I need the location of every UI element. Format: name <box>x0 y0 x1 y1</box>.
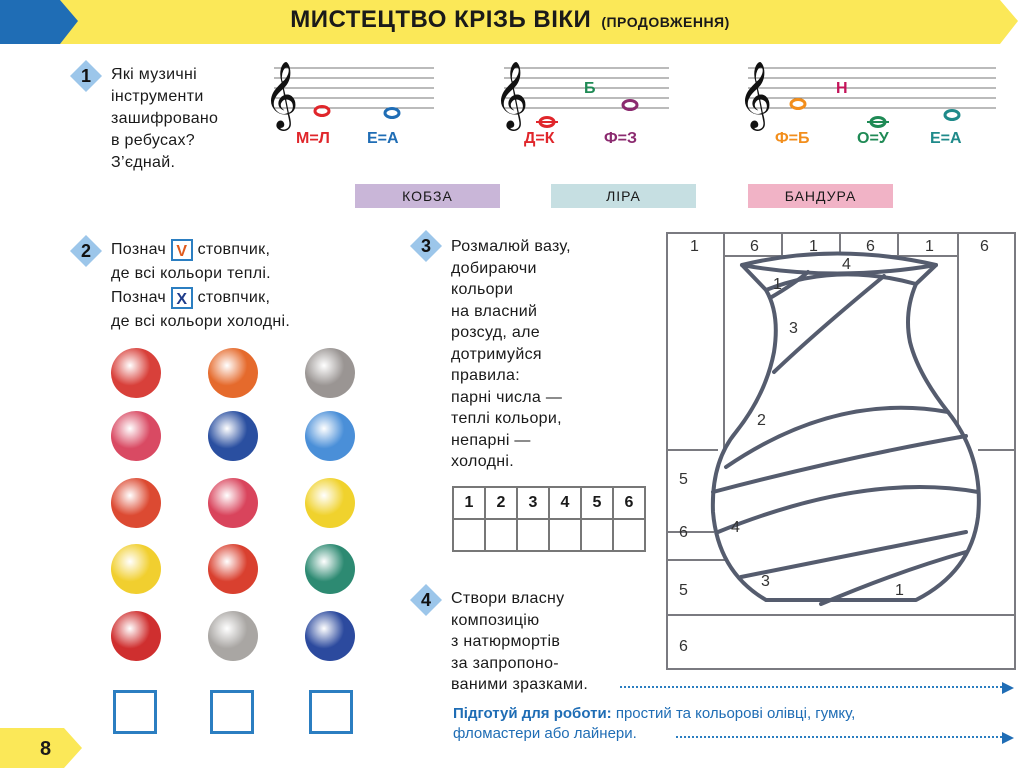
key-cell: 1 <box>453 487 485 519</box>
color-ball <box>111 411 161 461</box>
key-cell: 6 <box>613 487 645 519</box>
rebus-3-label-1: Ф=Б <box>775 130 810 147</box>
rebus-3-label-2: О=У <box>857 130 889 147</box>
task-4-text: Створи власну композицію з натюрмортів за запропоно- ваними зразками. <box>451 590 589 693</box>
key-cell: 3 <box>517 487 549 519</box>
note-icon <box>385 109 399 118</box>
color-ball <box>111 478 161 528</box>
arrow-right-icon <box>1002 682 1014 694</box>
key-color-cell[interactable] <box>485 519 517 551</box>
key-cell: 5 <box>581 487 613 519</box>
color-ball <box>208 544 258 594</box>
key-color-cell[interactable] <box>517 519 549 551</box>
page-number: 8 <box>40 738 52 760</box>
vase-coloring-drawing[interactable] <box>666 232 1018 672</box>
task-3-text: Розмалюй вазу, добираючи кольори на власний розсуд, але дотримуйся правила: парні числа — теплі кольори, непарні — холодні. <box>451 238 571 470</box>
vase-number: 3 <box>761 573 770 590</box>
treble-clef-icon: 𝄞 <box>494 60 529 128</box>
note-icon <box>791 100 805 109</box>
prepare-note-line1: Підготуй для роботи: простий та кольорові олівці, гумку, <box>453 705 856 722</box>
rebus-staff-2 <box>494 54 669 134</box>
vase-number: 4 <box>842 256 851 273</box>
vase-number: 1 <box>809 238 818 255</box>
color-ball <box>208 348 258 398</box>
vase-number: 5 <box>679 582 688 599</box>
note-icon <box>945 111 959 120</box>
dotted-line <box>620 686 1002 688</box>
answer-square-3[interactable] <box>309 690 353 734</box>
vase-number: 3 <box>789 320 798 337</box>
task-2-text: Познач V стовпчик, де всі кольори теплі. Познач X стовпчик, де всі кольори холодні. <box>111 238 290 334</box>
rebus-staff-3 <box>738 54 996 134</box>
prepare-note-line2: фломастери або лайнери. <box>453 725 637 742</box>
note-icon <box>623 101 637 110</box>
color-ball <box>208 411 258 461</box>
key-color-cell[interactable] <box>453 519 485 551</box>
color-ball <box>305 611 355 661</box>
mark-x-icon: X <box>171 287 193 309</box>
vase-number: 6 <box>679 524 688 541</box>
page-title <box>60 6 960 34</box>
key-color-cell[interactable] <box>581 519 613 551</box>
key-cell: 2 <box>485 487 517 519</box>
treble-clef-icon: 𝄞 <box>738 60 773 128</box>
title-sub: (ПРОДОВЖЕННЯ) <box>601 14 730 30</box>
color-ball <box>305 478 355 528</box>
vase-number: 1 <box>690 238 699 255</box>
color-ball <box>305 411 355 461</box>
vase-number: 1 <box>773 276 782 293</box>
color-ball <box>111 348 161 398</box>
key-cell: 4 <box>549 487 581 519</box>
answer-kobza[interactable]: КОБЗА <box>355 184 500 208</box>
task-1-text: Які музичні інструменти зашифровано в ребусах? З’єднай. <box>111 66 219 171</box>
color-ball <box>305 544 355 594</box>
vase-number: 2 <box>757 412 766 429</box>
vase-number: 6 <box>980 238 989 255</box>
rebus-3-label-3: Е=А <box>930 130 962 147</box>
rebus-staff-1 <box>264 54 434 134</box>
key-color-cell[interactable] <box>549 519 581 551</box>
answer-bandura[interactable]: БАНДУРА <box>748 184 893 208</box>
rebus-2-top-letter: Б <box>584 80 596 97</box>
vase-number: 4 <box>731 519 740 536</box>
title-main: МИСТЕЦТВО КРІЗЬ ВІКИ <box>290 6 592 33</box>
vase-number: 6 <box>866 238 875 255</box>
task-3-badge: 3 <box>410 230 442 262</box>
arrow-right-icon <box>1002 732 1014 744</box>
task-4-badge: 4 <box>410 584 442 616</box>
note-icon <box>315 107 329 116</box>
task-2-badge: 2 <box>70 235 102 267</box>
vase-number: 6 <box>750 238 759 255</box>
rebus-1-label-2: Е=А <box>367 130 399 147</box>
mark-v-icon: V <box>171 239 193 261</box>
answer-lira[interactable]: ЛІРА <box>551 184 696 208</box>
color-ball <box>208 611 258 661</box>
key-color-cell[interactable] <box>613 519 645 551</box>
rebus-2-label-2: Ф=З <box>604 130 638 147</box>
color-key-table <box>452 486 646 552</box>
vase-number: 1 <box>925 238 934 255</box>
color-ball <box>111 611 161 661</box>
treble-clef-icon: 𝄞 <box>264 60 299 128</box>
answer-square-1[interactable] <box>113 690 157 734</box>
rebus-1-label-1: М=Л <box>296 130 330 147</box>
dotted-line <box>676 736 1002 738</box>
vase-number: 6 <box>679 638 688 655</box>
rebus-2-label-1: Д=К <box>524 130 555 147</box>
rebus-3-top-letter: Н <box>836 80 848 97</box>
color-ball <box>208 478 258 528</box>
answer-square-2[interactable] <box>210 690 254 734</box>
vase-number: 1 <box>895 582 904 599</box>
color-ball <box>111 544 161 594</box>
task-1-badge: 1 <box>70 60 102 92</box>
color-ball <box>305 348 355 398</box>
vase-number: 5 <box>679 471 688 488</box>
